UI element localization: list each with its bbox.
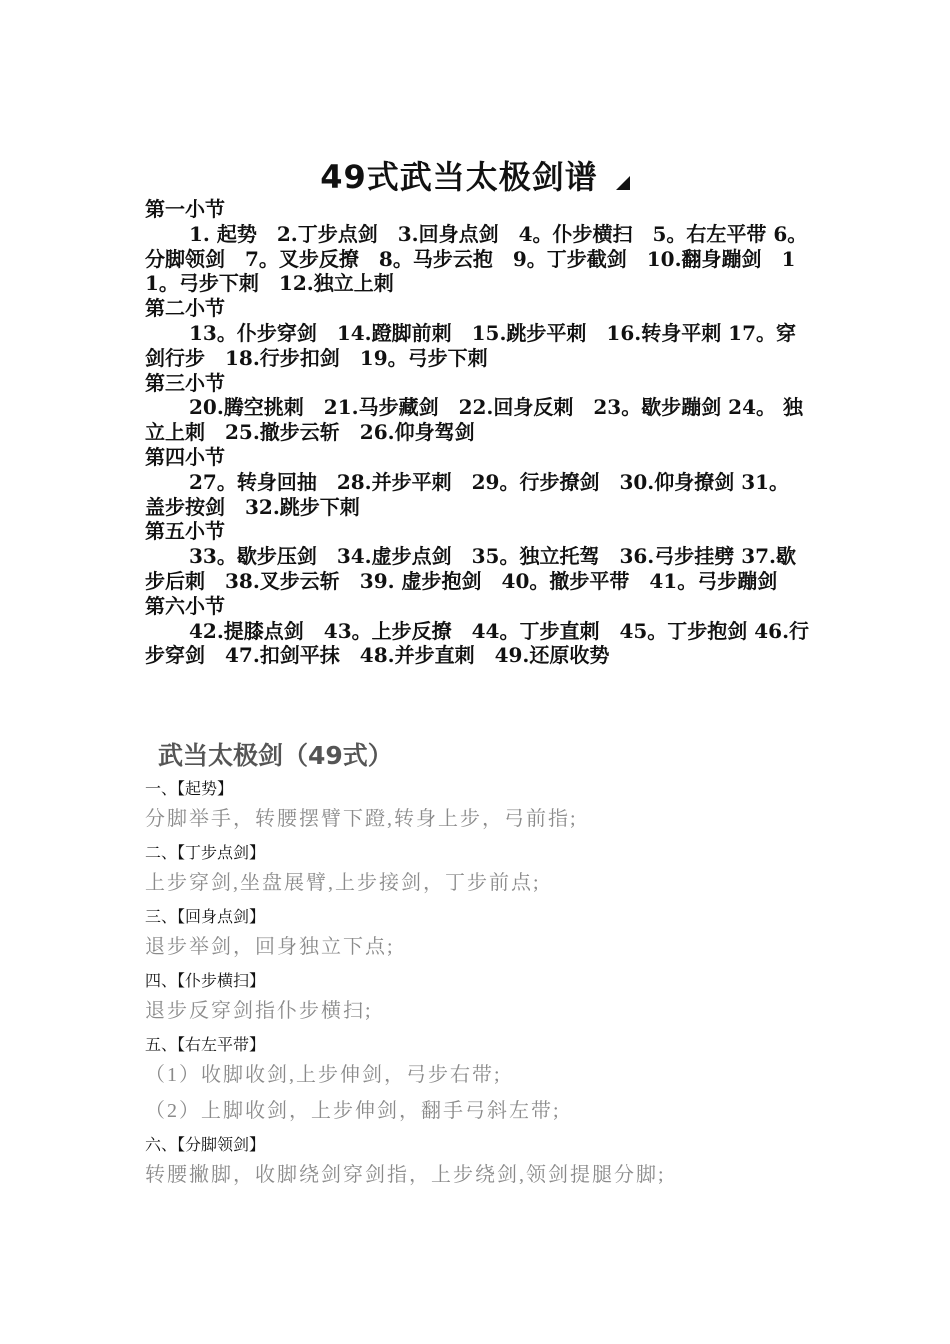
move-instruction: 退步反穿剑指仆步横扫;: [145, 1000, 373, 1022]
move-entry: [145, 841, 825, 901]
move-title: 三、【回身点剑】: [145, 907, 266, 926]
move-entry: [145, 1033, 825, 1129]
move-instruction: 退步举剑，回身独立下点;: [145, 936, 395, 958]
move-descriptions: [145, 777, 825, 1197]
form-index: [145, 197, 810, 668]
section-heading: 第四小节: [145, 444, 225, 469]
section-moves: 33。歇步压剑 34.虚步点剑 35。独立托驾 36.弓步挂劈 37.歇步后刺 38.叉步云斩 39. 虚步抱剑 40。撤步平带 41。弓步蹦剑: [145, 544, 797, 593]
section-moves: 13。仆步穿剑 14.蹬脚前刺 15.跳步平刺 16.转身平刺 17。穿剑行步 18.行步扣剑 19。弓步下刺: [145, 320, 797, 370]
move-entry: [145, 905, 825, 965]
move-title: 五、【右左平带】: [145, 1035, 266, 1054]
move-entry: [145, 969, 825, 1029]
corner-triangle-icon: [616, 176, 630, 190]
section-moves: 27。转身回抽 28.并步平刺 29。行步撩剑 30.仰身撩剑 31。 盖步按剑 32.跳步下刺: [145, 469, 790, 519]
section-moves: 20.腾空挑刺 21.马步藏剑 22.回身反刺 23。歇步蹦剑 24。 独立上刺 25.撤步云斩 26.仰身驾剑: [145, 395, 803, 445]
move-title: 四、【仆步横扫】: [145, 971, 266, 990]
move-instruction: 转腰撇脚，收脚绕剑穿剑指，上步绕剑,领剑提腿分脚;: [145, 1164, 666, 1186]
move-entry: [145, 1133, 825, 1193]
move-title: 二、【丁步点剑】: [145, 843, 266, 862]
move-instruction: 上步穿剑,坐盘展臂,上步接剑，丁步前点;: [145, 872, 541, 894]
section-heading: 第六小节: [145, 593, 225, 618]
subtitle-heading: 武当太极剑（49式）: [158, 741, 393, 770]
move-title: 六、【分脚领剑】: [145, 1135, 266, 1154]
section-heading: 第二小节: [145, 296, 225, 321]
section-heading: 第一小节: [145, 197, 225, 221]
section-moves: 42.提膝点剑 43。上步反撩 44。丁步直刺 45。丁步抱剑 46.行步穿剑 47.扣剑平抹 48.并步直刺 49.还原收势: [145, 618, 810, 668]
move-instruction: 分脚举手，转腰摆臂下蹬,转身上步，弓前指;: [145, 808, 578, 830]
move-instruction: （1）收脚收剑,上步伸剑，弓步右带;: [145, 1064, 502, 1086]
section-heading: 第五小节: [145, 519, 225, 544]
page-title-text: 49式武当太极剑谱: [320, 158, 598, 196]
move-title: 一、【起势】: [145, 779, 234, 798]
move-entry: [145, 777, 825, 837]
move-instruction: （2）上脚收剑，上步伸剑，翻手弓斜左带;: [145, 1100, 561, 1122]
section-heading: 第三小节: [145, 370, 225, 395]
section-moves: 1. 起势 2.丁步点剑 3.回身点剑 4。仆步横扫 5。右左平带 6。分脚领剑 7。叉步反撩 8。马步云抱 9。丁步截剑 10.翻身蹦剑 11。弓步下刺 12.独立上刺: [145, 221, 808, 296]
page-title: [0, 152, 950, 198]
